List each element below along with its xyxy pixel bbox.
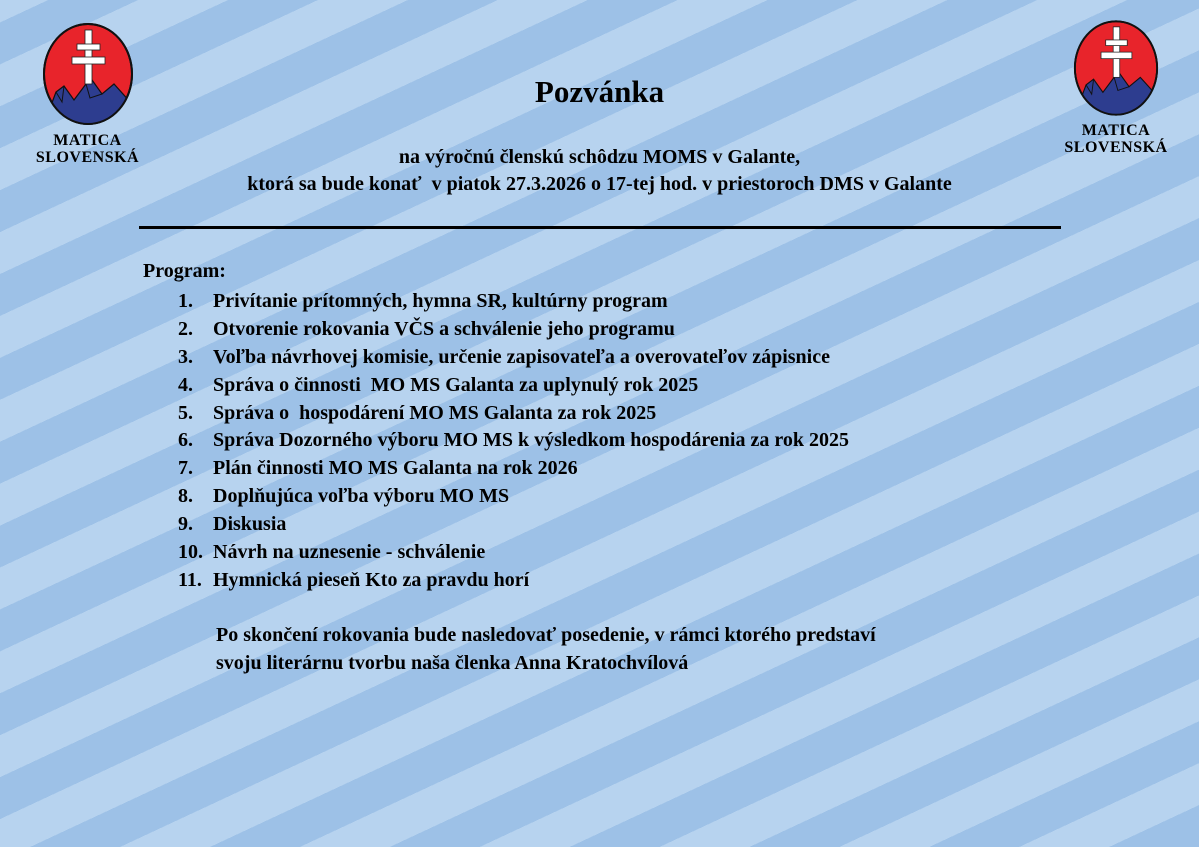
- program-item-number: 9.: [178, 513, 193, 536]
- closing-note: [216, 621, 876, 677]
- program-list: [178, 288, 849, 595]
- program-item-number: 7.: [178, 457, 193, 480]
- invitation-subtitle-line2: ktorá sa bude konať v piatok 27.3.2026 o 17-tej hod. v priestoroch DMS v Galante: [247, 173, 952, 195]
- program-item: [178, 316, 849, 344]
- logo-text-line2: SLOVENSKÁ: [1064, 139, 1168, 156]
- program-item: [178, 427, 849, 455]
- program-item-text: Diskusia: [213, 513, 287, 536]
- program-item-number: 8.: [178, 485, 193, 508]
- program-item-text: Plán činnosti MO MS Galanta na rok 2026: [213, 457, 578, 480]
- logo-text-line1: MATICA: [1081, 122, 1151, 139]
- program-item-number: 10.: [178, 541, 203, 564]
- program-item-text: Správa o činnosti MO MS Galanta za uplynulý rok 2025: [213, 373, 699, 396]
- program-item: [178, 539, 849, 567]
- program-item-text: Privítanie prítomných, hymna SR, kultúrny program: [213, 290, 668, 312]
- divider: [139, 226, 1061, 229]
- invitation-title: Pozvánka: [534, 74, 665, 109]
- program-item: [178, 455, 849, 483]
- program-item: [178, 372, 849, 400]
- closing-line1: Po skončení rokovania bude nasledovať posedenie, v rámci ktorého predstaví: [216, 624, 876, 646]
- program-item-text: Správa Dozorného výboru MO MS k výsledkom hospodárenia za rok 2025: [213, 429, 849, 452]
- program-item-number: 5.: [178, 401, 193, 424]
- program-item-text: Hymnická pieseň Kto za pravdu horí: [213, 568, 530, 591]
- program-item-text: Návrh na uznesenie - schválenie: [213, 541, 486, 564]
- logo-text-line2: SLOVENSKÁ: [35, 149, 140, 166]
- closing-line2: svoju literárnu tvorbu naša členka Anna Kratochvílová: [216, 652, 689, 674]
- program-item-text: Voľba návrhovej komisie, určenie zapisovateľa a overovateľov zápisnice: [213, 345, 830, 368]
- program-item-text: Otvorenie rokovania VČS a schválenie jeho programu: [213, 317, 675, 340]
- invitation-subtitle-line1: na výročnú členskú schôdzu MOMS v Galante,: [398, 146, 801, 168]
- program-item: [178, 344, 849, 372]
- program-item: [178, 567, 849, 595]
- logo-text-line1: MATICA: [53, 132, 122, 149]
- program-item-text: Správa o hospodárení MO MS Galanta za rok 2025: [213, 401, 657, 424]
- program-item: [178, 483, 849, 511]
- program-item-number: 1.: [178, 290, 193, 312]
- program-item: [178, 288, 849, 316]
- program-item-number: 3.: [178, 345, 193, 368]
- program-item-number: 6.: [178, 429, 193, 452]
- program-item: [178, 511, 849, 539]
- program-item-number: 11.: [178, 568, 202, 591]
- program-label: Program:: [143, 260, 226, 282]
- program-item-number: 2.: [178, 317, 193, 340]
- program-item-text: Doplňujúca voľba výboru MO MS: [213, 485, 510, 508]
- program-item-number: 4.: [178, 373, 193, 396]
- program-item: [178, 400, 849, 428]
